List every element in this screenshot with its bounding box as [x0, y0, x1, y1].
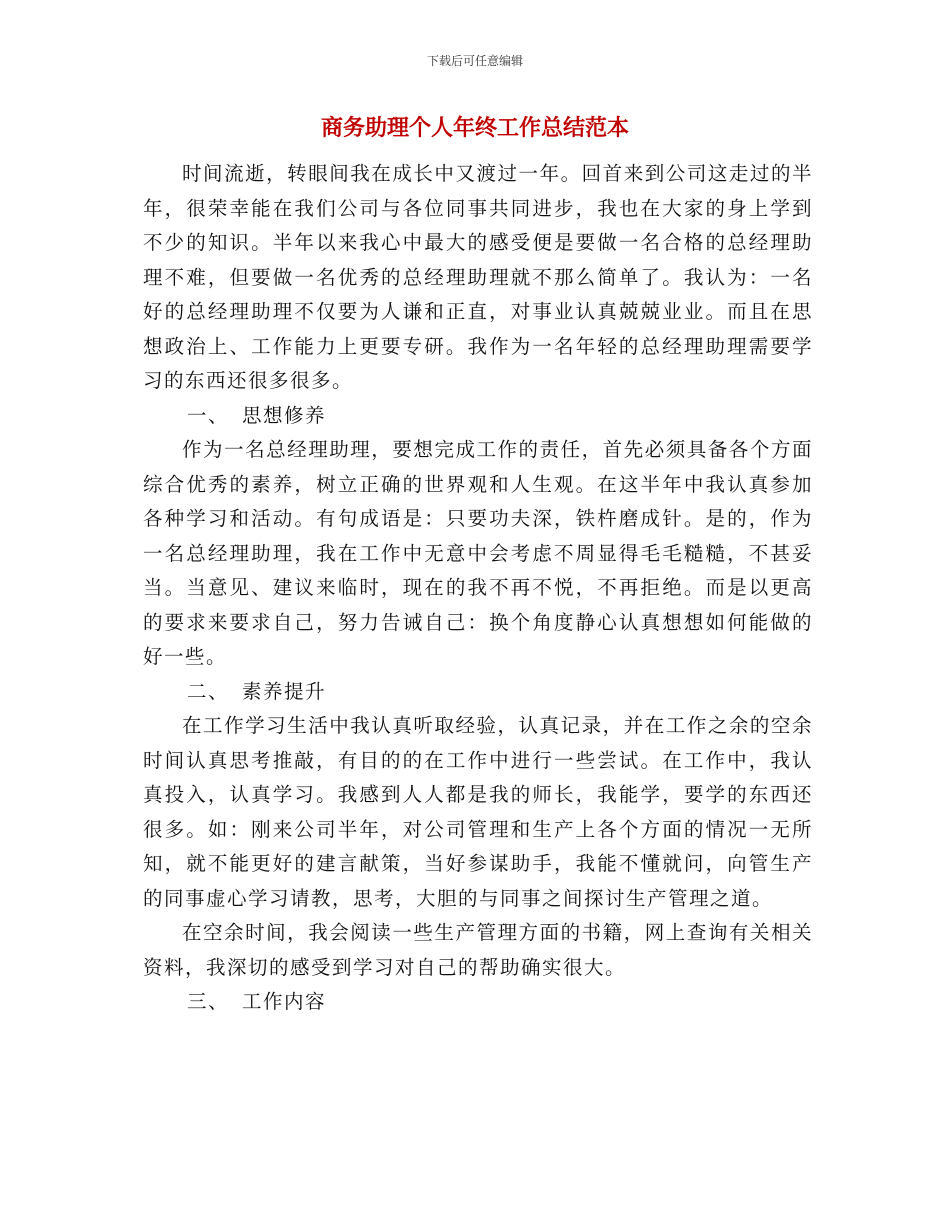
- section-heading-text: 思想修养: [242, 403, 327, 427]
- document-title: 商务助理个人年终工作总结范本: [320, 115, 629, 141]
- intro-paragraph: 时间流逝，转眼间我在成长中又渡过一年。回首来到公司这走过的半年，很荣幸能在我们公司与各位同事共同进步，我也在大家的身上学到不少的知识。半年以来我心中最大的感受便是要做一名合格的总经理助理不难，但要做一名优秀的总经理助理就不那么简单了。我认为：一名好的总经理助理不仅要为人谦和正直，对事业认真兢兢业业。而且在思想政治上、工作能力上更要专研。我作为一名年轻的总经理助理需要学习的东西还很多很多。: [143, 162, 813, 392]
- section-heading-2: [143, 675, 813, 710]
- section-heading-3: [143, 985, 813, 1020]
- page-header-note: 下载后可任意编辑: [426, 54, 523, 68]
- section-1-paragraph-1: 作为一名总经理助理，要想完成工作的责任，首先必须具备各个方面综合优秀的素养，树立正确的世界观和人生观。在这半年中我认真参加各种学习和活动。有句成语是：只要功夫深，铁杵磨成针。是的，作为一名总经理助理，我在工作中无意中会考虑不周显得毛毛糙糙，不甚妥当。当意见、建议来临时，现在的我不再不悦，不再拒绝。而是以更高的要求来要求自己，努力告诫自己：换个角度静心认真想想如何能做的好一些。: [143, 438, 813, 668]
- section-2-paragraph-1: 在工作学习生活中我认真听取经验，认真记录，并在工作之余的空余时间认真思考推敲，有目的的在工作中进行一些尝试。在工作中，我认真投入，认真学习。我感到人人都是我的师长，我能学，要学的东西还很多。如：刚来公司半年，对公司管理和生产上各个方面的情况一无所知，就不能更好的建言献策，当好参谋助手，我能不懂就问，向管生产的同事虚心学习请教，思考，大胆的与同事之间探讨生产管理之道。: [143, 714, 813, 910]
- document-body: [143, 157, 813, 1020]
- section-number: 一、: [187, 403, 230, 427]
- section-number: 三、: [187, 990, 230, 1013]
- section-heading-text: 工作内容: [242, 990, 327, 1013]
- section-heading-text: 素养提升: [242, 679, 327, 703]
- section-2-paragraph-2: 在空余时间，我会阅读一些生产管理方面的书籍，网上查询有关相关资料，我深切的感受到学习对自己的帮助确实很大。: [143, 921, 813, 979]
- section-heading-1: [143, 399, 813, 434]
- section-number: 二、: [187, 679, 230, 703]
